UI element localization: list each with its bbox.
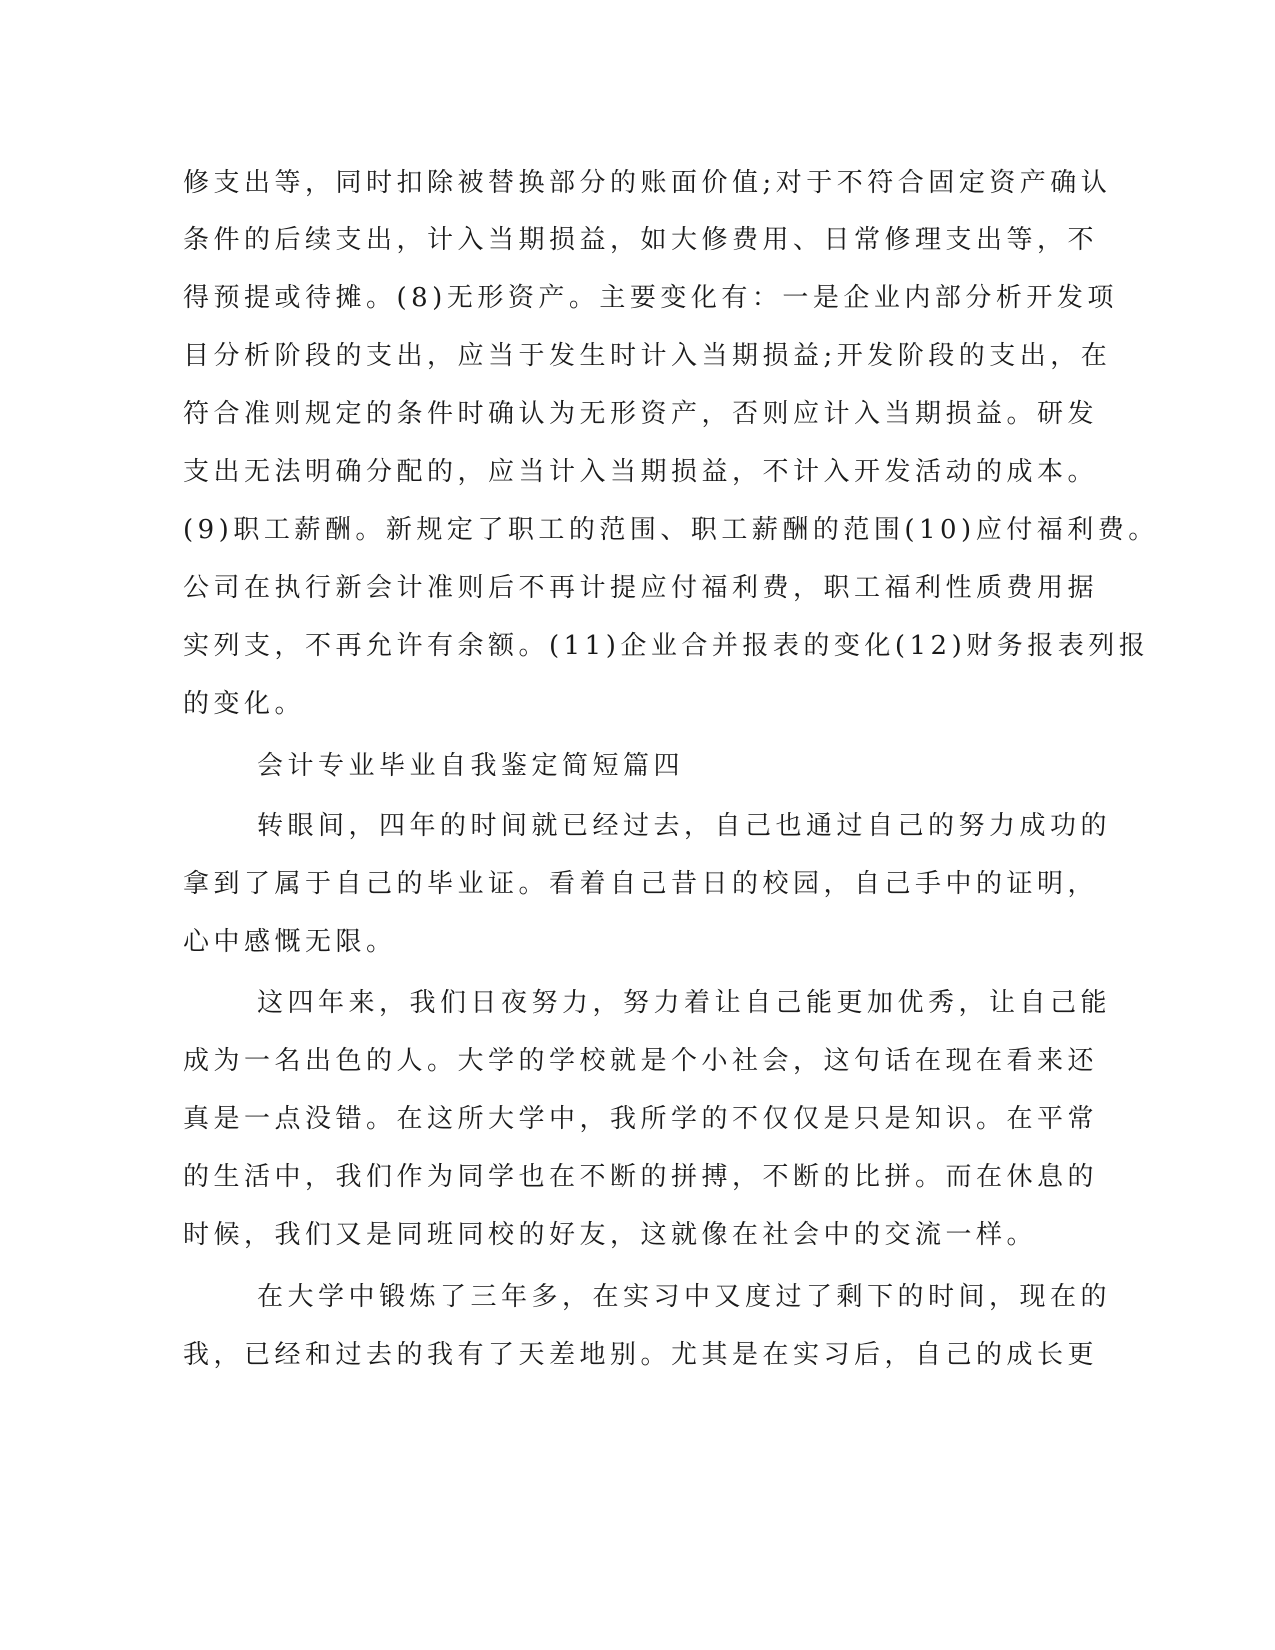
text-line: 这四年来，我们日夜努力，努力着让自己能更加优秀，让自己能 [257,988,1112,1018]
text-line: 目分析阶段的支出，应当于发生时计入当期损益;开发阶段的支出，在 [183,341,1112,371]
text-line: 条件的后续支出，计入当期损益，如大修费用、日常修理支出等，不 [183,225,1099,255]
text-line: 的生活中，我们作为同学也在不断的拼搏，不断的比拼。而在休息的 [183,1162,1099,1192]
text-line: 公司在执行新会计准则后不再计提应付福利费，职工福利性质费用据 [183,573,1099,603]
text-line: 成为一名出色的人。大学的学校就是个小社会，这句话在现在看来还 [183,1046,1099,1076]
text-line: 心中感慨无限。 [183,927,397,957]
text-line: 符合准则规定的条件时确认为无形资产，否则应计入当期损益。研发 [183,399,1099,429]
text-line: 时候，我们又是同班同校的好友，这就像在社会中的交流一样。 [183,1220,1038,1250]
text-line: 在大学中锻炼了三年多，在实习中又度过了剩下的时间，现在的 [257,1282,1112,1312]
text-line: 的变化。 [183,689,306,719]
text-line: 支出无法明确分配的，应当计入当期损益，不计入开发活动的成本。 [183,457,1099,487]
text-line: 转眼间，四年的时间就已经过去，自己也通过自己的努力成功的 [257,811,1112,841]
section-heading: 会计专业毕业自我鉴定简短篇四 [257,751,685,781]
text-line: 得预提或待摊。(8)无形资产。主要变化有：一是企业内部分析开发项 [183,283,1118,313]
text-line: 拿到了属于自己的毕业证。看着自己昔日的校园，自己手中的证明， [183,869,1099,899]
text-line: (9)职工薪酬。新规定了职工的范围、职工薪酬的范围(10)应付福利费。 [183,515,1159,545]
text-line: 修支出等，同时扣除被替换部分的账面价值;对于不符合固定资产确认 [183,168,1112,198]
text-line: 我，已经和过去的我有了天差地别。尤其是在实习后，自己的成长更 [183,1340,1099,1370]
text-line: 真是一点没错。在这所大学中，我所学的不仅仅是只是知识。在平常 [183,1104,1099,1134]
text-line: 实列支，不再允许有余额。(11)企业合并报表的变化(12)财务报表列报 [183,631,1150,661]
